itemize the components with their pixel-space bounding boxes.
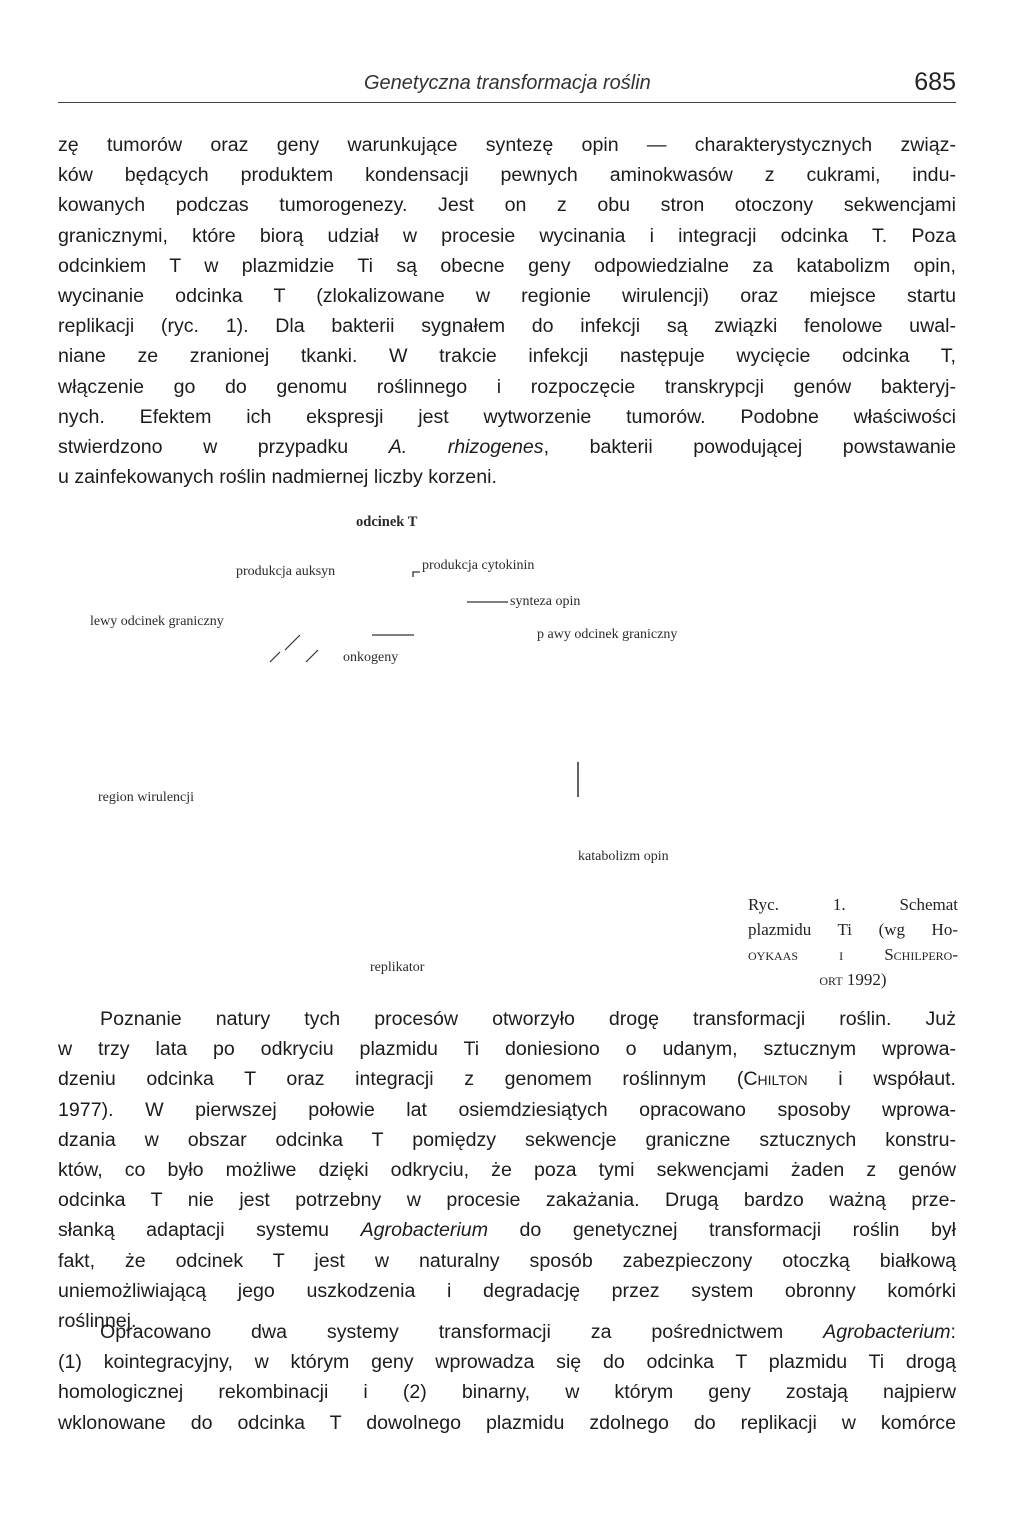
page-header xyxy=(58,68,956,103)
paragraph-2 xyxy=(58,1004,956,1336)
text-line: wklonowane do odcinka T dowolnego plazmidu zdolnego do replikacji w komórce xyxy=(58,1411,956,1434)
running-title: Genetyczna transformacja roślin xyxy=(364,72,651,94)
page-number: 685 xyxy=(914,68,956,96)
label-replicator: replikator xyxy=(370,960,425,975)
text-line: homologicznej rekombinacji i (2) binarny, w którym geny zostają najpierw xyxy=(58,1381,956,1404)
text-line: dzania w obszar odcinka T pomiędzy sekwencje graniczne sztucznych konstru- xyxy=(58,1128,956,1151)
label-cytokinin: produkcja cytokinin xyxy=(422,558,535,573)
paragraph-1 xyxy=(58,130,956,492)
label-opine-synthesis: synteza opin xyxy=(510,594,581,609)
text-line: u zainfekowanych roślin nadmiernej liczby korzeni. xyxy=(58,466,497,489)
label-t-region: odcinek T xyxy=(356,514,418,530)
text-line: 1977). W pierwszej połowie lat osiemdziesiątych opracowano sposoby wprowa- xyxy=(58,1098,956,1121)
text-line: słanką adaptacji systemu Agrobacterium do genetycznej transformacji roślin był xyxy=(58,1219,956,1242)
text-line: stwierdzono w przypadku A. rhizogenes, bakterii powodującej powstawanie xyxy=(58,436,957,459)
label-left-border: lewy odcinek graniczny xyxy=(90,614,224,629)
text-line: (1) kointegracyjny, w którym geny wprowadza się do odcinka T plazmidu Ti drogą xyxy=(58,1351,956,1374)
text-line: fakt, że odcinek T jest w naturalny sposób zabezpieczony otoczką białkową xyxy=(58,1249,956,1272)
text-line: zę tumorów oraz geny warunkujące syntezę opin — charakterystycznych związ- xyxy=(58,134,956,156)
text-line: dzeniu odcinka T oraz integracji z genomem roślinnym (Chilton i współaut. xyxy=(58,1068,956,1091)
text-line: replikacji (ryc. 1). Dla bakterii sygnałem do infekcji są związki fenolowe uwal- xyxy=(58,315,956,338)
text-line: w trzy lata po odkryciu plazmidu Ti doniesiono o udanym, sztucznym wprowa- xyxy=(58,1038,956,1061)
text-line: Opracowano dwa systemy transformacji za pośrednictwem Agrobacterium: xyxy=(100,1321,956,1343)
species-name: A. rhizogenes xyxy=(388,436,544,459)
text-line: wycinanie odcinka T (zlokalizowane w regionie wirulencji) oraz miejsce startu xyxy=(58,285,956,308)
text-line: odcinkiem T w plazmidzie Ti są obecne geny odpowiedzialne za katabolizm opin, xyxy=(58,254,956,277)
figure-caption: Ryc. 1. Schemat plazmidu Ti (wg Ho- oykaas i Schilpero- ort 1992) xyxy=(748,895,958,989)
genus-name: Agrobacterium xyxy=(823,1321,951,1343)
text-line: roślinnej. xyxy=(58,1310,137,1333)
label-auxin: produkcja auksyn xyxy=(236,564,336,579)
text-line: Poznanie natury tych procesów otworzyło drogę transformacji roślin. Już xyxy=(100,1008,956,1030)
label-opine-catabolism: katabolizm opin xyxy=(578,849,669,864)
paragraph-3 xyxy=(58,1317,956,1438)
text-line: ków będących produktem kondensacji pewnych aminokwasów z cukrami, indu- xyxy=(58,164,956,187)
text-line: odcinka T nie jest potrzebny w procesie zakażania. Drugą bardzo ważną prze- xyxy=(58,1189,956,1212)
genus-name: Agrobacterium xyxy=(360,1219,489,1242)
text-line: niane ze zranionej tkanki. W trakcie infekcji następuje wycięcie odcinka T, xyxy=(58,345,956,368)
text-line: granicznymi, które biorą udział w procesie wycinania i integracji odcinka T. Poza xyxy=(58,224,956,247)
text-line: któw, co było możliwe dzięki odkryciu, że poza tymi sekwencjami żaden z genów xyxy=(58,1159,956,1182)
label-oncogenes: onkogeny xyxy=(343,650,399,665)
text-line: kowanych podczas tumorogenezy. Jest on z obu stron otoczony sekwencjami xyxy=(58,194,956,217)
figure-ti-plasmid xyxy=(0,500,1024,1000)
label-right-border: p awy odcinek graniczny xyxy=(537,627,678,642)
label-virulence-region: region wirulencji xyxy=(98,790,195,805)
text-line: włączenie go do genomu roślinnego i rozpoczęcie transkrypcji genów bakteryj- xyxy=(58,375,956,398)
text-line: nych. Efektem ich ekspresji jest wytworzenie tumorów. Podobne właściwości xyxy=(58,405,956,428)
author-name: Chilton xyxy=(743,1068,808,1091)
text-line: uniemożliwiającą jego uszkodzenia i degradację przez system obronny komórki xyxy=(58,1279,956,1302)
